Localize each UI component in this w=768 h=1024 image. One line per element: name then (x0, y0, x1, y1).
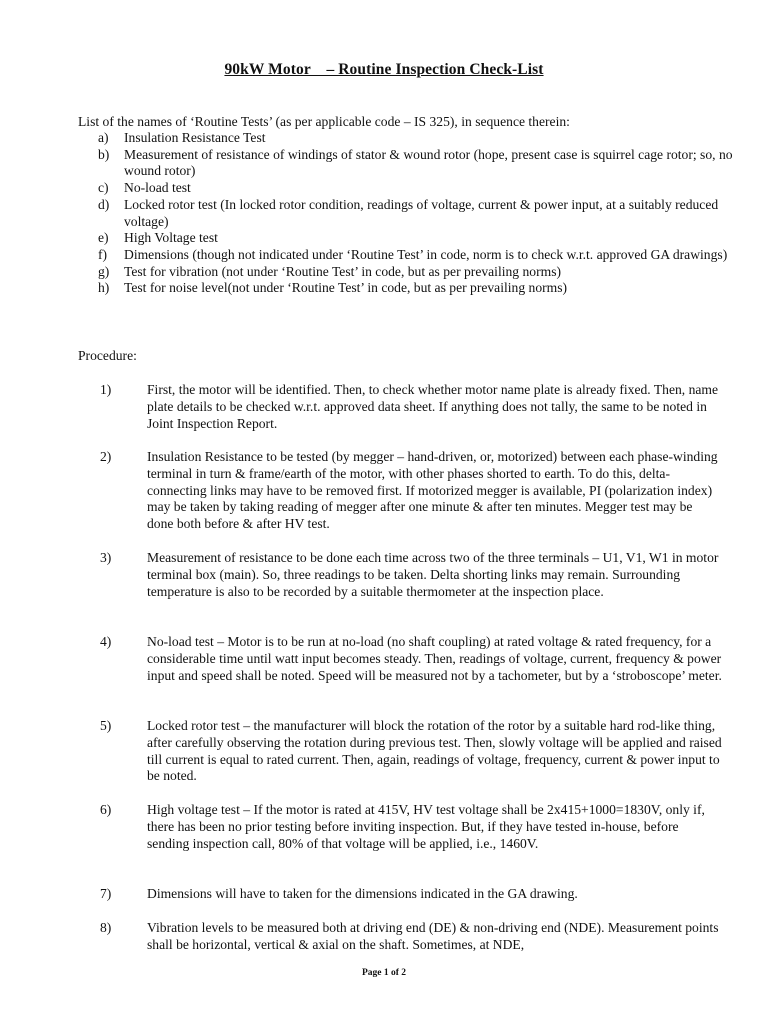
list-item (78, 280, 738, 297)
list-item (78, 247, 738, 264)
list-marker: f) (98, 246, 108, 262)
list-marker: g) (98, 263, 110, 279)
list-item-text: Measurement of resistance of windings of stator & wound rotor (hope, present case is squirrel cage rotor; so, no wound rotor) (124, 146, 733, 179)
step-number: 2) (100, 449, 112, 464)
list-item-text: Insulation Resistance Test (124, 130, 266, 145)
step-text: No-load test – Motor is to be run at no-load (no shaft coupling) at rated voltage & rated frequency, for a considerable time until watt input becomes steady. Then, readings of voltage, current, frequency & power input and speed shall be noted. Speed will be measured not by a tachometer, but by a ‘stroboscope’ meter. (147, 634, 722, 683)
list-item-text: Test for noise level(not under ‘Routine Test’ in code, but as per prevailing norms) (124, 280, 568, 296)
list-marker: c) (98, 180, 109, 196)
page-title: 90kW Motor – Routine Inspection Check-List (224, 61, 544, 78)
list-item (78, 147, 738, 180)
step-number: 6) (100, 802, 112, 817)
step-number: 7) (100, 886, 112, 901)
list-item-text: Locked rotor test (In locked rotor condition, readings of voltage, current & power input, at a suitably reduced voltage) (124, 196, 719, 229)
list-marker: e) (98, 230, 109, 246)
step-text: First, the motor will be identified. Then, to check whether motor name plate is already fixed. Then, name plate details to be checked w.r.t. approved data sheet. If anything does not tally, the same to be noted in Joint Inspection Report. (147, 382, 719, 431)
list-item (78, 197, 738, 230)
list-item-text: Dimensions (though not indicated under ‘Routine Test’ in code, norm is to check w.r.t. approved GA drawings) (124, 246, 728, 262)
routine-tests-list (78, 130, 738, 297)
list-item-text: Test for vibration (not under ‘Routine Test’ in code, but as per prevailing norms) (124, 263, 562, 279)
page-footer: Page 1 of 2 (361, 968, 407, 978)
step-number: 8) (100, 920, 112, 935)
step-text: Dimensions will have to taken for the dimensions indicated in the GA drawing. (147, 886, 578, 901)
step-number: 1) (100, 382, 112, 397)
list-marker: h) (98, 280, 110, 296)
list-item-text: No-load test (124, 180, 191, 196)
list-item (78, 130, 738, 147)
list-item (78, 180, 738, 197)
list-marker: a) (98, 130, 109, 145)
step-number: 5) (100, 718, 112, 733)
step-text: Locked rotor test – the manufacturer will block the rotation of the rotor by a suitable hard rod-like thing, after carefully observing the rotation during previous test. Then, slowly voltage will be applied and raised till current is equal to rated current. Then, again, readings of voltage, frequency, current & power input to be noted. (147, 718, 722, 784)
procedure-heading: Procedure: (78, 348, 137, 363)
list-item (78, 230, 738, 247)
step-text: Insulation Resistance to be tested (by megger – hand-driven, or, motorized) between each phase-winding terminal in turn & frame/earth of the motor, with other phases shorted to earth. To do this, delta-connecting links may have to be removed first. If motorized megger is available, PI (polarization index) may be taken by taking reading of megger after one minute & after ten minutes. Megger test may be done both before & after HV test. (147, 449, 718, 532)
step-text: Vibration levels to be measured both at driving end (DE) & non-driving end (NDE). Measurement points shall be horizontal, vertical & axial on the shaft. Sometimes, at NDE, (147, 920, 719, 952)
list-marker: d) (98, 196, 110, 212)
intro-text: List of the names of ‘Routine Tests’ (as per applicable code – IS 325), in sequence therein: (78, 114, 570, 129)
list-item (78, 264, 738, 281)
step-number: 3) (100, 550, 112, 565)
step-text: High voltage test – If the motor is rated at 415V, HV test voltage shall be 2x415+1000=1830V, only if, there has been no prior testing before inviting inspection. But, if they have tested in-house, before sending inspection call, 80% of that voltage will be applied, i.e., 1460V. (147, 802, 705, 851)
step-number: 4) (100, 634, 112, 649)
list-marker: b) (98, 146, 110, 162)
step-text: Measurement of resistance to be done each time across two of the three terminals – U1, V1, W1 in motor terminal box (main). So, three readings to be taken. Delta shorting links may remain. Surrounding temperature is also to be recorded by a suitable thermometer at the inspection place. (147, 550, 719, 599)
list-item-text: High Voltage test (124, 230, 218, 246)
